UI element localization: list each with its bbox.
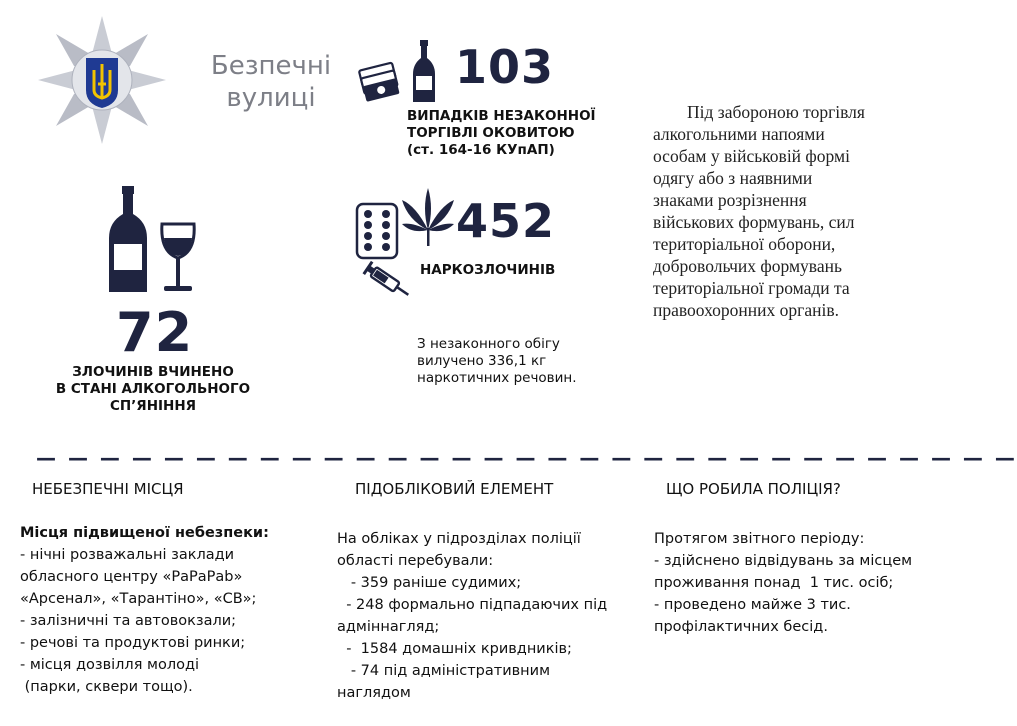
ban-line: особам у військовій формі [653,146,850,166]
vodka-caption-line-1: ВИПАДКІВ НЕЗАКОННОЇ [407,108,596,124]
ban-paragraph [653,101,906,321]
underclass-line: адміннагляд; [337,619,440,635]
underclass-line: наглядом [337,685,411,701]
vodka-caption-line-3: (ст. 164-16 КУпАП) [407,142,555,158]
ban-line: алкогольними напоями [653,124,825,144]
underclass-line: області перебували: [337,553,494,569]
dangerous-line: «Арсенал», «Тарантіно», «СВ»; [20,591,257,607]
ban-line: територіальної громади та [653,278,850,298]
dangerous-places-list [20,522,306,698]
ban-line: Під забороною торгівля [687,102,865,122]
money-icon [358,62,402,100]
heading-police-actions: ЩО РОБИЛА ПОЛІЦІЯ? [666,480,841,498]
underclass-list [337,528,637,704]
seized-line-3: наркотичних речовин. [417,370,577,386]
vodka-caption [407,108,596,159]
dangerous-subtitle: Місця підвищеної небезпеки: [20,525,269,541]
police-line: Протягом звітного періоду: [654,531,865,547]
police-actions-list [654,528,926,638]
cannabis-leaf-icon [400,186,456,248]
seized-line-1: З незаконного обігу [417,336,560,352]
ban-line: територіальної оборони, [653,234,836,254]
page-title [196,50,346,114]
dangerous-line: обласного центру «РаРаРаb» [20,569,243,585]
alcohol-crimes-number: 72 [116,301,194,364]
police-star-emblem [36,14,168,146]
title-line-2: вулиці [226,83,316,113]
vodka-cases-number: 103 [455,40,555,94]
underclass-line: - 1584 домашніх кривдників; [337,641,572,657]
underclass-line: - 248 формально підпадаючих під [337,597,608,613]
ban-line: добровольчих формувань [653,256,842,276]
dangerous-line: - місця дозвілля молоді [20,657,200,673]
heading-underclass: ПІДОБЛІКОВИЙ ЕЛЕМЕНТ [355,480,554,498]
heading-dangerous-places: НЕБЕЗПЕЧНІ МІСЦЯ [32,480,184,498]
underclass-line: - 74 під адміністративним [337,663,551,679]
syringe-icon [362,262,414,302]
ban-line: військових формувань, сил [653,212,855,232]
dangerous-line: (парки, сквери тощо). [20,679,193,695]
drugs-seized-text [417,336,577,387]
wine-glass-icon [158,222,198,294]
alcohol-caption-line-3: СП’ЯНІННЯ [109,398,197,414]
ban-line: знаками розрізнення [653,190,807,210]
alcohol-crimes-caption [40,364,266,415]
dangerous-line: - нічні розважальні заклади [20,547,235,563]
police-line: - проведено майже 3 тис. [654,597,851,613]
alcohol-caption-line-1: ЗЛОЧИНІВ ВЧИНЕНО [72,364,234,380]
vodka-bottle-icon [410,40,438,104]
dangerous-line: - залізничні та автовокзали; [20,613,237,629]
police-line: проживання понад 1 тис. осіб; [654,575,894,591]
seized-line-2: вилучено 336,1 кг [417,353,547,369]
underclass-line: На обліках у підрозділах поліції [337,531,581,547]
ban-line: правоохоронних органів. [653,300,839,320]
dangerous-line: - речові та продуктові ринки; [20,635,246,651]
alcohol-caption-line-2: В СТАНІ АЛКОГОЛЬНОГО [55,381,251,397]
vodka-caption-line-2: ТОРГІВЛІ ОКОВИТОЮ [407,125,575,141]
ban-line: одягу або з наявними [653,168,813,188]
underclass-line: - 359 раніше судимих; [337,575,522,591]
wine-bottle-icon [105,186,151,294]
police-line: профілактичних бесід. [654,619,828,635]
pills-icon [355,202,399,260]
title-line-1: Безпечні [210,51,332,81]
dashed-divider: — — — — — — — — — — — — — — — — — — — — — — — — — — — — — — — [36,446,1017,470]
police-line: - здійснено відвідувань за місцем [654,553,913,569]
drug-crimes-number: 452 [456,194,556,248]
drug-crimes-caption: НАРКОЗЛОЧИНІВ [420,262,556,278]
